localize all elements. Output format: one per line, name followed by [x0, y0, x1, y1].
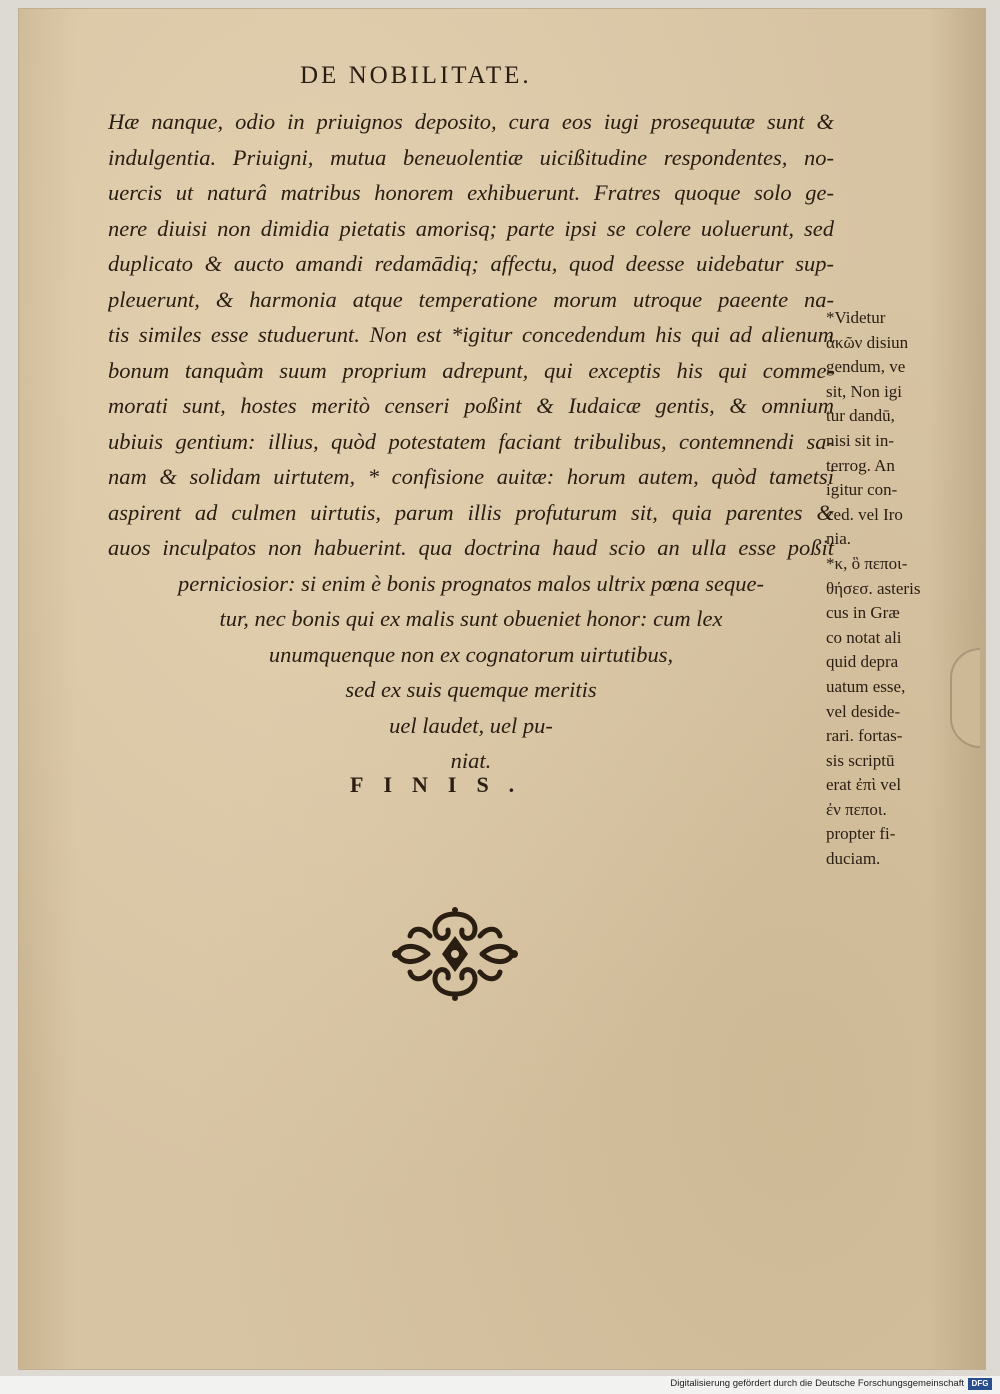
dfg-logo: DFG — [968, 1378, 992, 1390]
marginal-line: propter fi- — [826, 824, 896, 844]
body-text — [108, 104, 834, 779]
marginal-line: uatum esse, — [826, 676, 906, 696]
body-line: auos inculpatos non habuerint. qua doctrina haud scio an ulla esse poßit — [108, 535, 834, 560]
body-line: nam & solidam uirtutem, * confisione auitæ: horum autem, quòd tametsi — [108, 464, 834, 489]
marginal-line: terrog. An — [826, 455, 895, 475]
page-edge-tab — [950, 648, 980, 748]
body-line: Hæ nanque, odio in priuignos deposito, cura eos iugi prosequutæ sunt & — [108, 109, 834, 134]
marginal-line: *Videtur — [826, 308, 886, 327]
marginal-line: ced. vel Iro — [826, 504, 903, 524]
marginal-line: igitur con- — [826, 480, 898, 500]
marginal-line: erat ἐπὶ vel — [826, 775, 902, 795]
body-line: nere diuisi non dimidia pietatis amorisq; parte ipsi se colere uoluerunt, sed — [108, 215, 834, 241]
marginal-line: cus in Græ — [826, 603, 900, 623]
marginal-line: θήσεσ. asteris — [826, 578, 921, 598]
marginal-line: sit, Non igi — [826, 381, 903, 401]
marginal-line: nisi sit in- — [826, 430, 895, 450]
marginal-note — [826, 306, 938, 872]
body-line: duplicato & aucto amandi redamādiq; affectu, quod deesse uidebatur sup- — [108, 251, 834, 276]
body-line: ubiuis gentium: illius, quòd potestatem faciant tribulibus, contemnendi sa- — [108, 428, 834, 454]
marginal-line: *κ, ὃ πεποι- — [826, 553, 908, 573]
body-line: pleuerunt, & harmonia atque temperatione morum utroque paeente na- — [108, 286, 834, 312]
finis-label: FINIS. — [350, 772, 535, 797]
running-head: DE NOBILITATE. — [300, 62, 532, 89]
body-line: indulgentia. Priuigni, mutua beneuolentiæ uicißitudine respondentes, no- — [108, 144, 834, 170]
body-line: tis similes esse studuerunt. Non est *igitur concedendum his qui ad alienum — [108, 322, 834, 347]
body-line: bonum tanquàm suum proprium adrepunt, qui exceptis his qui comme- — [108, 357, 834, 383]
marginal-line: gendum, ve — [826, 357, 906, 377]
taper-line: niat. — [450, 748, 492, 773]
marginal-line: quid depra — [826, 652, 899, 672]
taper-line: unumquenque non ex cognatorum uirtutibus, — [268, 641, 674, 667]
taper-line: uel laudet, uel pu- — [389, 712, 553, 738]
taper-line: tur, nec bonis qui ex malis sunt obueniet honor: cum lex — [219, 606, 723, 631]
marginal-line: ἐν πεποι. — [826, 799, 887, 819]
marginal-line: nia. — [826, 529, 852, 549]
body-line: morati sunt, hostes meritò censeri poßint & Iudaicæ gentis, & omnium — [108, 393, 834, 418]
marginal-line: sis scriptū — [826, 750, 895, 770]
digitization-credit: Digitalisierung gefördert durch die Deutsche Forschungsgemeinschaft — [670, 1378, 964, 1389]
marginal-line: rari. fortas- — [826, 726, 903, 746]
body-line: uercis ut naturâ matribus honorem exhibuerunt. Fratres quoque solo ge- — [108, 180, 834, 205]
marginal-line: co notat ali — [826, 627, 902, 647]
marginal-line: ἀκῶν disiun — [826, 332, 909, 352]
fleuron-ornament-icon — [388, 906, 522, 1002]
body-line: aspirent ad culmen uirtutis, parum illis profuturum sit, quia parentes & — [108, 499, 834, 525]
marginal-line: tur dandū, — [826, 406, 895, 426]
marginal-line: duciam. — [826, 849, 881, 869]
taper-line: sed ex suis quemque meritis — [345, 677, 597, 702]
marginal-line: vel deside- — [826, 701, 901, 721]
taper-line: perniciosior: si enim è bonis prognatos malos ultrix pœna seque- — [177, 570, 764, 596]
